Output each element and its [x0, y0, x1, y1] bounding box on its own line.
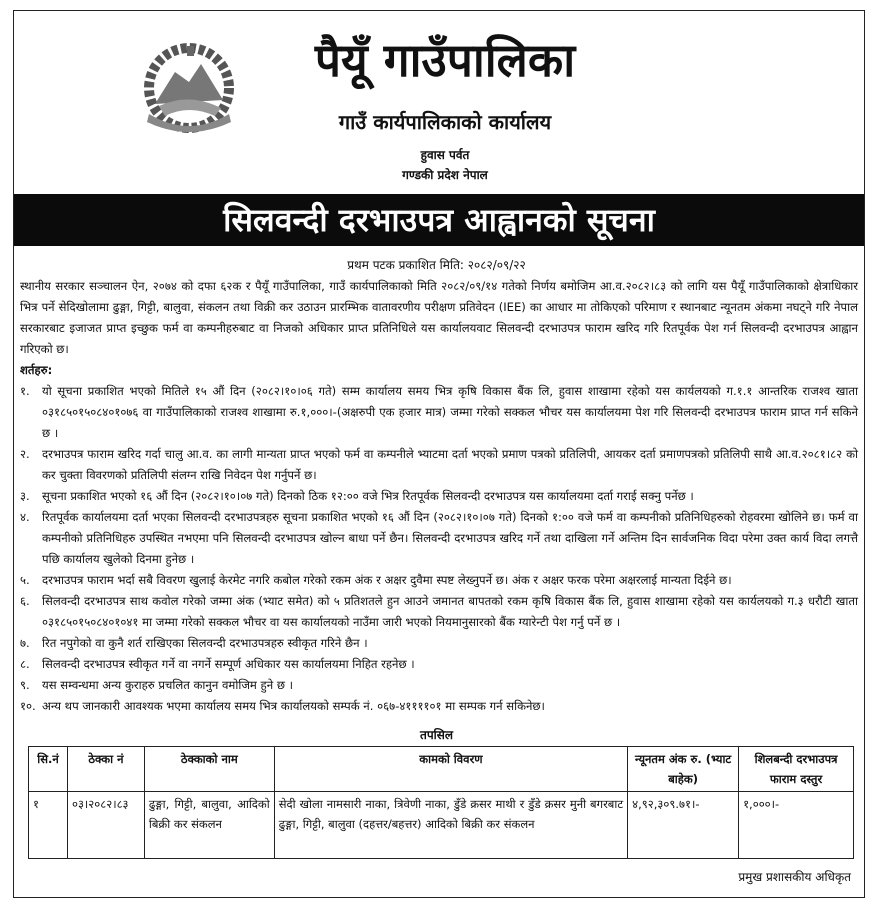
intro-paragraph: स्थानीय सरकार सञ्चालन ऐन, २०७४ को दफा ६२क र पैयूँ गाउँपालिका, गाउँ कार्यपालिकाको मिति २०८२/०९/१४ गतेको निर्णय बमोजिम आ.व.२०८२।८३ को लागि यस पैयूँ गाउँपालिकाको क्षेत्राधिकार भित्र पर्ने सेदिखोलामा ढुङ्गा, गिट्टी, बालुवा, संकलन तथा विक्री कर उठाउन प्रारम्भिक वातावरणीय परीक्षण प्रतिवेदन (IEE) का आधार मा तोकिएको परिमाण र स्थानबाट न्यूनतम अंकमा नघट्ने गरि नेपाल सरकारबाट इजाजत प्राप्त इच्छुक फर्म वा कम्पनीहरुबाट वा निजको अधिकार प्राप्त प्रतिनिधिले यस कार्यालयवाट सिलवन्दी दरभाउपत्र फाराम खरिद गरि रितपूर्वक पेश गर्न सिलवन्दी दरभाउपत्र आह्वान गरिएको छ। [20, 279, 858, 356]
condition-text: दरभाउपत्र फाराम भर्दा सबै विवरण खुलाई केरमेट नगरि कबोल गरेको रकम अंक र अक्षर दुवैमा स्पष्ट लेख्नुपर्ने छ। अंक र अक्षर फरक परेमा अक्षरलाई मान्यता दिईने छ। [42, 573, 732, 587]
table-header-row [29, 747, 854, 792]
condition-number: ३. [20, 489, 30, 503]
condition-item [20, 633, 858, 654]
condition-number: ८. [20, 657, 30, 671]
column-header: ठेक्का नं [67, 747, 144, 792]
table-body [29, 792, 854, 859]
province-name: गण्डकी प्रदेश नेपाल [402, 168, 488, 182]
table-cell: ०३।२०८२।८३ [67, 792, 144, 859]
condition-text: सिलवन्दी दरभाउपत्र स्वीकृत गर्ने वा नगर्ने सम्पूर्ण अधिकार यस कार्यालयमा निहित रहनेछ । [42, 657, 415, 671]
condition-item [20, 444, 858, 486]
condition-text: यो सूचना प्रकाशित भएको मितिले १५ औं दिन (२०८२।१०।०६ गते) सम्म कार्यालय समय भित्र कृषि विकास बैंक लि, हुवास शाखामा रहेको यस कार्यलयको ग.१.१ आन्तरिक राजश्व खाता ०३१८५०१५०८४०१०७६ वा गाउँपालिकाको राजश्व शाखामा रु.१,०००।-(अक्षरुपी एक हजार मात्र) जम्मा गरेको सक्कल भौचर यस कार्यालयमा पेश गरि सिलवन्दी दरभाउपत्र फाराम प्राप्त गर्न सकिने छ । [42, 384, 858, 440]
condition-number: ४. [20, 510, 30, 524]
condition-item [20, 570, 858, 591]
condition-text: अन्य थप जानकारी आवश्यक भएमा कार्यालय समय भित्र कार्यालयको सम्पर्क नं. ०६७-४११११०१ मा सम्पक गर्न सकिनेछ। [42, 699, 545, 713]
table-cell: १,०००।- [739, 792, 854, 859]
condition-number: ७. [20, 636, 30, 650]
table-cell: ढुङ्गा, गिट्टी, बालुवा, आदिको बिक्री कर संकलन [144, 792, 274, 859]
table-cell: १ [29, 792, 68, 859]
table-cell: ४,९२,३०९.७१।- [628, 792, 739, 859]
condition-text: रितपूर्वक कार्यालयमा दर्ता भएका सिलवन्दी दरभाउपत्रहरु सूचना प्रकाशित भएको १६ औं दिन (२०८२।१०।०७ गते) दिनको १:०० वजे फर्म वा कम्पनीको प्रतिनिधिहरुको रोहवरमा खोलिने छ। फर्म वा कम्पनीको प्रतिनिधिहरु उपस्थित नभएमा पनि सिलवन्दी दरभाउपत्र खोल्न बाधा पर्ने छैन। सिलवन्दी दरभाउपत्र खरिद गर्ने तथा दाखिला गर्ने अन्तिम दिन सार्वजनिक विदा परेमा उक्त कार्य विदा लगत्तै पछि कार्यालय खुलेको दिनमा हुनेछ । [42, 510, 858, 566]
condition-text: सूचना प्रकाशित भएको १६ औं दिन (२०८२।१०।०७ गते) दिनको ठिक १२:०० वजे भित्र रितपूर्वक सिलवन्दी दरभाउपत्र यस कार्यालयमा दर्ता गराई सक्नु पर्नेछ । [42, 489, 694, 503]
condition-item [20, 675, 858, 696]
schedule-title: तपसिल [419, 728, 453, 742]
municipality-title: पैयूँ गाउँपालिका [314, 33, 576, 87]
condition-number: ६. [20, 594, 30, 608]
condition-item [20, 654, 858, 675]
office-name: गाउँ कार्यपालिकाको कार्यालय [338, 110, 552, 134]
column-header: ठेक्काको नाम [144, 747, 274, 792]
office-location: हुवास पर्वत [420, 148, 470, 162]
notice-body [20, 276, 858, 717]
condition-item [20, 696, 858, 717]
condition-number: १०. [20, 699, 36, 713]
condition-text: रित नपुगेको वा कुनै शर्त राखिएका सिलवन्दी दरभाउपत्रहरु स्वीकृत गरिने छैन । [42, 636, 368, 650]
condition-item [20, 381, 858, 444]
table-cell: सेदी खोला नामसारी नाका, त्रिवेणी नाका, डुँडे क्रसर माथी र डुँडे क्रसर मुनी बगरबाट ढुङ्गा, गिट्टी, बालुवा (दहत्तर/बहत्तर) आदिको बिक्री कर संकलन [274, 792, 627, 859]
table-row [29, 792, 854, 859]
condition-number: २. [20, 447, 30, 461]
column-header: कामको विवरण [274, 747, 627, 792]
conditions-heading: शर्तहरु: [20, 363, 53, 377]
condition-item [20, 486, 858, 507]
published-date: प्रथम पटक प्रकाशित मिति: २०८२/०९/२२ [347, 258, 526, 272]
column-header: सि.नं [29, 747, 68, 792]
notice-banner-title: सिलवन्दी दरभाउपत्र आह्वानको सूचना [14, 194, 864, 246]
condition-text: यस सम्वन्धमा अन्य कुराहरु प्रचलित कानुन वमोजिम हुने छ । [42, 678, 294, 692]
conditions-list [20, 381, 858, 717]
tender-table [28, 746, 854, 859]
column-header: न्यूनतम अंक रु. (भ्याट बाहेक) [628, 747, 739, 792]
column-header: शिलबन्दी दरभाउपत्र फाराम दस्तुर [739, 747, 854, 792]
condition-item [20, 507, 858, 570]
nepal-emblem-icon [135, 42, 243, 134]
condition-number: ५. [20, 573, 30, 587]
condition-number: १. [20, 384, 30, 398]
condition-text: सिलवन्दी दरभाउपत्र साथ कवोल गरेको जम्मा अंक (भ्याट समेत) को ५ प्रतिशतले हुन आउने जमानत बापतको रकम कृषि विकास बैंक लि, हुवास शाखामा रहेको यस कार्यलयको ग.३ धरौटी खाता ०३१८५०१५०८४०१०४१ मा जम्मा गरेको सक्कल भौचर वा यस कार्यालयको नाउँमा जारी भएको नियमानुसारको बैंक ग्यारेन्टी पेश गर्नु पर्ने छ । [42, 594, 858, 629]
condition-item [20, 591, 858, 633]
condition-number: ९. [20, 678, 30, 692]
signatory-title: प्रमुख प्रशासकीय अधिकृत [738, 870, 851, 884]
condition-text: दरभाउपत्र फाराम खरिद गर्दा चालु आ.व. का लागी मान्यता प्राप्त भएको फर्म वा कम्पनीले भ्याटमा दर्ता भएको प्रमाण पत्रको प्रतिलिपी, आयकर दर्ता प्रमाणपत्रको प्रतिलिपी साथै आ.व.२०८१।८२ को कर चुक्ता विवरणको प्रतिलिपी संलग्न राखि निवेदन पेश गर्नुपर्ने छ। [42, 447, 858, 482]
